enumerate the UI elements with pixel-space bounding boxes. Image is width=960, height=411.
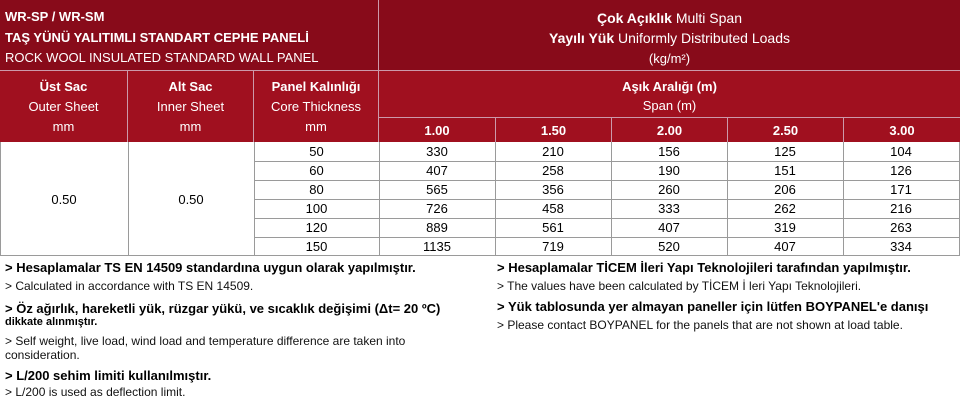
- table-cell: 356: [542, 182, 564, 197]
- span-header-en: Span (m): [642, 98, 697, 113]
- product-name-en: ROCK WOOL INSULATED STANDARD WALL PANEL: [5, 50, 319, 65]
- table-cell: 334: [890, 239, 912, 254]
- table-cell: 104: [890, 144, 912, 159]
- table-cell: 171: [890, 182, 912, 197]
- table-cell: 126: [890, 163, 912, 178]
- table-cell: 1135: [423, 239, 451, 254]
- title-block: [0, 0, 379, 70]
- outer-sheet-unit: mm: [52, 119, 75, 134]
- load-unit: (kg/m²): [648, 51, 691, 66]
- table-cell: 407: [774, 239, 796, 254]
- span-type-tr: Çok Açıklık: [596, 10, 672, 26]
- product-code: WR-SP / WR-SM: [5, 9, 105, 24]
- note-deflection-en: > L/200 is used as deflection limit.: [5, 385, 186, 399]
- load-header: [379, 0, 960, 70]
- core-thickness-unit: mm: [305, 119, 327, 134]
- table-cell: 206: [774, 182, 796, 197]
- span-col-2: 1.50: [495, 117, 611, 142]
- table-cell: 125: [774, 144, 796, 159]
- table-cell: 565: [426, 182, 448, 197]
- table-cell: 520: [658, 239, 680, 254]
- table-row-core: 150: [305, 239, 328, 254]
- span-col-4: 2.50: [727, 117, 843, 142]
- table-cell: 561: [542, 220, 564, 235]
- table-row-core: 60: [309, 163, 324, 178]
- table-cell: 719: [542, 239, 564, 254]
- table-cell: 330: [426, 144, 448, 159]
- note-loads-en: > Self weight, live load, wind load and temperature difference are taken into: [5, 334, 406, 348]
- table-cell: 407: [426, 163, 448, 178]
- table-cell: 258: [542, 163, 564, 178]
- outer-sheet-value: 0.50: [51, 192, 77, 207]
- note-loads-tr-cont: dikkate alınmıştır.: [5, 316, 98, 328]
- span-type-en: Multi Span: [675, 10, 742, 26]
- core-thickness-tr: Panel Kalınlığı: [271, 79, 361, 94]
- span-header-tr: Aşık Aralığı (m): [622, 79, 717, 94]
- table-row-core: 100: [305, 201, 328, 216]
- notes-right: [497, 260, 960, 332]
- data-table: [0, 142, 960, 256]
- table-cell: 333: [658, 201, 680, 216]
- table-row-core: 120: [305, 220, 328, 235]
- table-cell: 726: [426, 201, 448, 216]
- table-cell: 210: [542, 144, 564, 159]
- note-calc-tr: > Hesaplamalar TİCEM İleri Yapı Teknolojileri tarafından yapılmıştır.: [497, 260, 911, 275]
- table-cell: 319: [774, 220, 796, 235]
- table-cell: 260: [658, 182, 680, 197]
- notes-left: [5, 260, 475, 399]
- table-row-core: 50: [309, 144, 324, 159]
- outer-sheet-header: [0, 70, 128, 142]
- note-loads-en-cont: consideration.: [5, 348, 80, 362]
- note-standard-tr: > Hesaplamalar TS EN 14509 standardına uygun olarak yapılmıştır.: [5, 260, 416, 275]
- outer-sheet-tr: Üst Sac: [39, 79, 88, 94]
- inner-sheet-tr: Alt Sac: [168, 79, 213, 94]
- note-contact-tr: > Yük tablosunda yer almayan paneller için lütfen BOYPANEL'e danışı: [497, 299, 929, 314]
- table-cell: 407: [658, 220, 680, 235]
- table-cell: 889: [426, 220, 448, 235]
- inner-sheet-en: Inner Sheet: [156, 99, 225, 114]
- table-cell: 156: [658, 144, 680, 159]
- span-col-1: 1.00: [379, 117, 495, 142]
- note-contact-en: > Please contact BOYPANEL for the panels that are not shown at load table.: [497, 318, 903, 332]
- core-thickness-header: [254, 70, 379, 142]
- core-thickness-en: Core Thickness: [270, 99, 362, 114]
- table-cell: 263: [890, 220, 912, 235]
- note-deflection-tr: > L/200 sehim limiti kullanılmıştır.: [5, 368, 212, 383]
- outer-sheet-en: Outer Sheet: [28, 99, 99, 114]
- load-type-en: Uniformly Distributed Loads: [618, 30, 790, 46]
- inner-sheet-header: [128, 70, 254, 142]
- table-cell: 151: [774, 163, 796, 178]
- note-calc-en: > The values have been calculated by TİCEM İ leri Yapı Teknolojileri.: [497, 279, 862, 293]
- table-row-core: 80: [309, 182, 324, 197]
- note-standard-en: > Calculated in accordance with TS EN 14509.: [5, 279, 254, 293]
- table-cell: 458: [542, 201, 564, 216]
- table-cell: 216: [890, 201, 912, 216]
- span-col-3: 2.00: [611, 117, 727, 142]
- load-type-tr: Yayılı Yük: [549, 30, 615, 46]
- table-cell: 262: [774, 201, 796, 216]
- inner-sheet-unit: mm: [179, 119, 202, 134]
- note-loads-tr: > Öz ağırlık, hareketli yük, rüzgar yükü, ve sıcaklık değişimi (Δt= 20 ºC): [5, 301, 441, 316]
- span-col-5: 3.00: [843, 117, 960, 142]
- span-header: [379, 70, 960, 117]
- inner-sheet-value: 0.50: [178, 192, 204, 207]
- table-cell: 190: [658, 163, 680, 178]
- product-name-tr: TAŞ YÜNÜ YALITIMLI STANDART CEPHE PANELİ: [5, 30, 309, 45]
